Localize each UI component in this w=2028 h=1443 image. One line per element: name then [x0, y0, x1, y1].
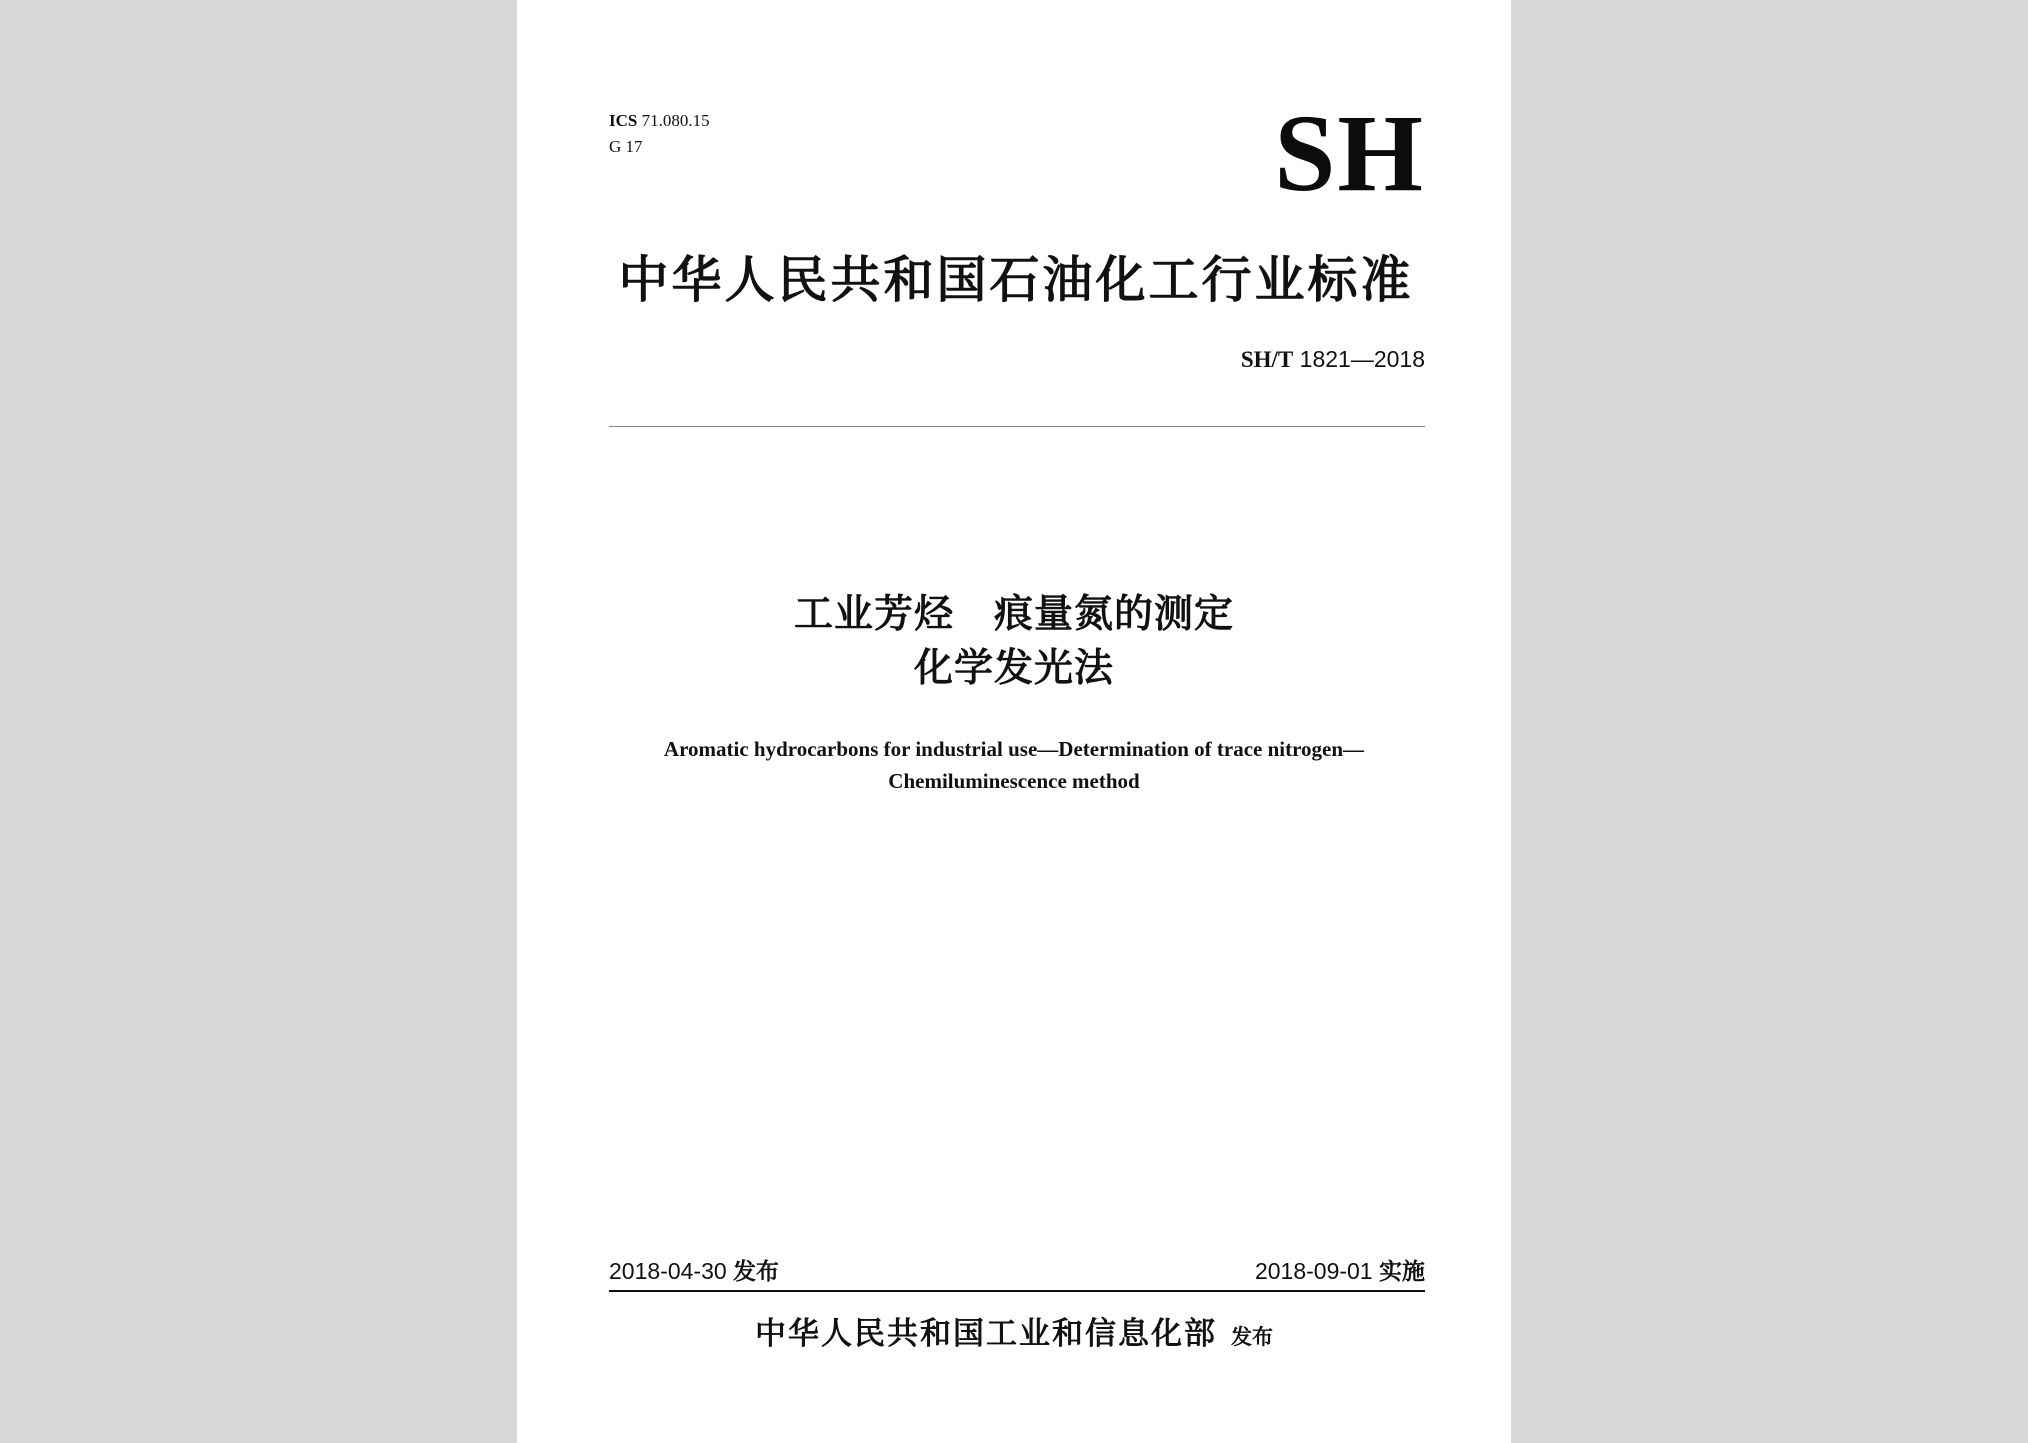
publisher-name: 中华人民共和国工业和信息化部	[755, 1316, 1217, 1352]
standard-number-prefix: SH/T	[1240, 347, 1294, 372]
implementation-date	[1255, 1256, 1425, 1287]
publisher	[517, 1312, 1511, 1359]
chinese-title	[517, 588, 1511, 696]
english-title	[517, 733, 1511, 797]
english-title-line-2: Chemiluminescence method	[888, 769, 1140, 793]
implementation-date-value: 2018-09-01	[1254, 1258, 1373, 1284]
issue-date-value: 2018-04-30	[609, 1258, 727, 1284]
implementation-date-label: 实施	[1379, 1259, 1425, 1285]
date-divider	[609, 1290, 1425, 1292]
standard-category-title: 中华人民共和国石油化工行业标准	[618, 251, 1414, 309]
header-divider	[609, 426, 1425, 427]
sh-logo: SH	[1274, 92, 1425, 214]
ics-code: ICS 71.080.15	[609, 111, 710, 130]
issue-date	[609, 1256, 779, 1287]
chinese-title-line-1: 工业芳烃 痕量氮的测定	[793, 592, 1234, 637]
publisher-suffix: 发布	[1231, 1325, 1273, 1349]
document-page	[517, 0, 1511, 1443]
chinese-title-line-2: 化学发光法	[913, 646, 1114, 691]
ccs-code: G 17	[609, 137, 643, 156]
standard-number-value: 1821—2018	[1299, 346, 1425, 372]
standard-number	[1241, 344, 1425, 375]
classification-codes	[609, 108, 710, 160]
english-title-line-1: Aromatic hydrocarbons for industrial use—Determination of trace nitrogen—	[663, 737, 1365, 761]
issue-date-label: 发布	[733, 1259, 780, 1285]
